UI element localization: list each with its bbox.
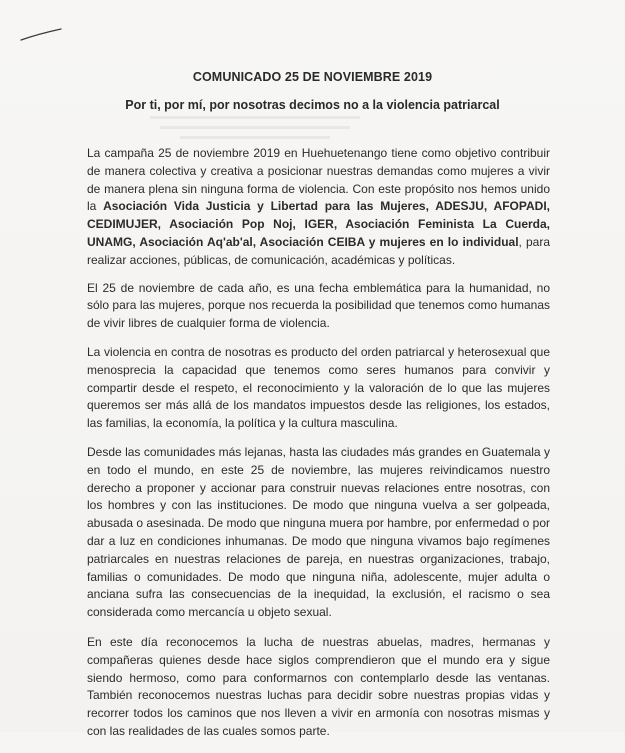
pen-stroke-mark [20,28,62,42]
organizations-list: Asociación Vida Justicia y Libertad para las Mujeres, ADESJU, AFOPADI, CEDIMUJER, Asociación Pop Noj, IGER, Asociación Feminista La Cuerda, UNAMG, Asociación Aq'ab'al, Asociación CEIBA y mujeres en lo individual [87,199,550,249]
document-body [87,145,550,753]
paragraph-text: La violencia en contra de nosotras es producto del orden patriarcal y heterosexual que menosprecia la capacidad que tenemos como seres humanos para convivir y compartir desde el respeto, el reconocimiento y la valoración de lo que las mujeres queremos ser más allá de los mandatos impuestos desde las religiones, los estados, las familias, la economía, la política y la cultura masculina. [87,344,550,431]
paragraph [87,145,550,270]
document-title: COMUNICADO 25 DE NOVIEMBRE 2019 [192,70,433,84]
paragraph [87,444,550,622]
paragraph-text: El 25 de noviembre de cada año, es una fecha emblemática para la humanidad, no sólo para las mujeres, porque nos recuerda la posibilidad que tenemos como humanas de vivir libres de cualquier forma de violencia. [87,280,550,331]
paragraph [87,634,550,741]
document-header [0,70,625,112]
paragraph-text: En este día reconocemos la lucha de nuestras abuelas, madres, hermanas y compañeras quienes desde hace siglos comprendieron que el mundo era y sigue siendo hermoso, como para conformarnos con contemplarlo desde las ventanas. También reconocemos nuestras luchas para decidir sobre nuestras propias vidas y recorrer todos los caminos que nos lleven a vivir en armonía con nosotras mismas y con las realidades de las cuales somos parte. [87,634,550,738]
paragraph-text: Desde las comunidades más lejanas, hasta las ciudades más grandes en Guatemala y en todo el mundo, en este 25 de noviembre, las mujeres reivindicamos nuestro derecho a proponer y accionar para construir nuevas relaciones entre nosotras, con los hombres y con las instituciones. De modo que ninguna vuelva a ser golpeada, abusada o asesinada. De modo que ninguna muera por hambre, por enfermedad o por dar a luz en condiciones inhumanas. De modo que ninguna vivamos bajo regímenes patriarcales en nuestras relaciones de pareja, en nuestras organizaciones, trabajo, familias o comunidades. De modo que ninguna niña, adolescente, mujer adulta o anciana sufra las consecuencias de la inequidad, la exclusión, el racismo o sea considerada como mercancía u objeto sexual. [87,444,550,620]
paragraph [87,344,550,433]
paragraph [87,280,550,333]
document-subtitle: Por ti, por mí, por nosotras decimos no a la violencia patriarcal [125,98,500,112]
reverse-side-show-through [150,112,380,142]
paragraph-text: , para realizar acciones, públicas, de comunicación, académicas y políticas. [87,234,550,267]
paragraph-text: La campaña 25 de noviembre 2019 en Huehuetenango tiene como objetivo contribuir de manera colectiva y creativa a posicionar nuestras demandas como mujeres a vivir de manera plena sin ninguna forma de violencia. Con este propósito nos hemos unido la [87,146,550,214]
